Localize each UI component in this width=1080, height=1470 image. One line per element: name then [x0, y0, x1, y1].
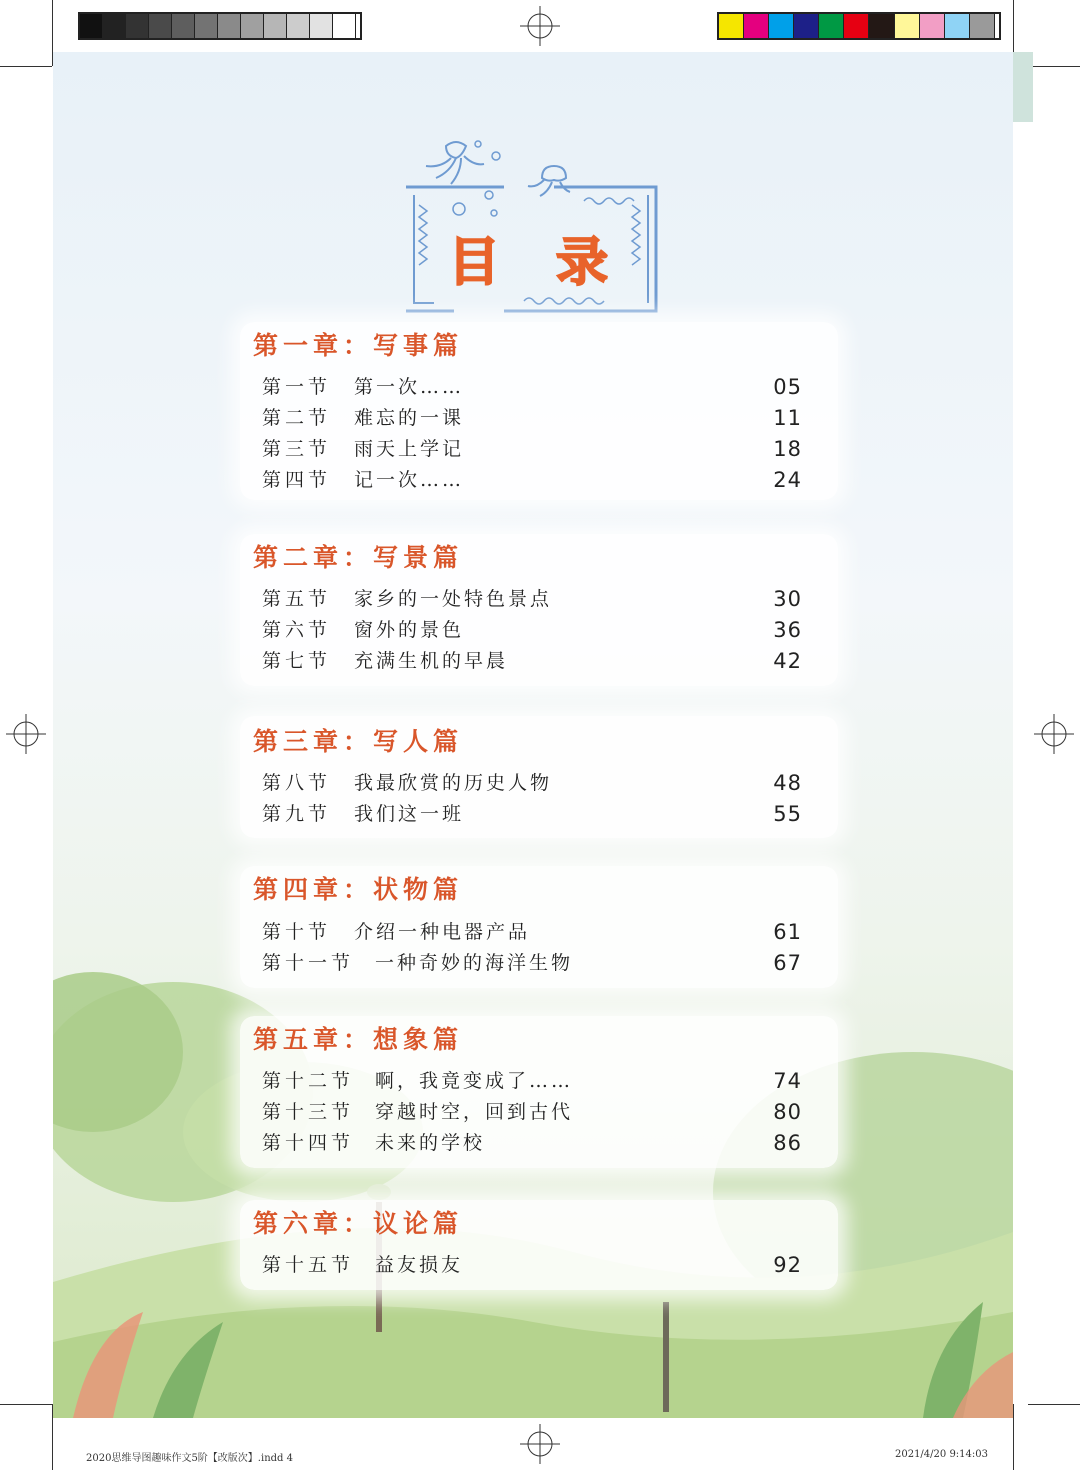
page-number: 55 [773, 802, 802, 826]
gray-swatch [126, 14, 149, 38]
chapter-title: 第四章：状物篇 [253, 875, 464, 904]
chapter-title: 第三章：写人篇 [253, 727, 464, 756]
chapter-title: 第五章：想象篇 [253, 1025, 464, 1054]
page-number: 48 [773, 771, 802, 795]
toc-row[interactable] [262, 646, 802, 676]
gray-swatch [172, 14, 195, 38]
color-swatch [744, 14, 769, 38]
slug-filename: 2020思维导图趣味作文5阶【改版次】.indd 4 [86, 1453, 293, 1464]
section-title: 介绍一种电器产品 [354, 921, 531, 943]
toc-row[interactable] [262, 799, 802, 829]
gray-swatch [310, 14, 333, 38]
section-title: 雨天上学记 [354, 438, 465, 460]
section-title: 益友损友 [375, 1254, 464, 1276]
bleed-edge [1013, 52, 1033, 122]
chapter-title: 第二章：写景篇 [253, 543, 464, 572]
squid-icon [416, 136, 506, 196]
page-number: 61 [773, 920, 802, 944]
section-number: 第八节 [262, 772, 332, 794]
gray-swatch [195, 14, 218, 38]
section-number: 第六节 [262, 619, 332, 641]
page-number: 86 [773, 1131, 802, 1155]
page-number: 05 [773, 375, 802, 399]
page-number: 74 [773, 1069, 802, 1093]
color-swatch [719, 14, 744, 38]
toc-row[interactable] [262, 1250, 802, 1280]
color-swatch [844, 14, 869, 38]
crop-mark [1013, 1404, 1014, 1470]
gray-swatch [103, 14, 126, 38]
page-number: 80 [773, 1100, 802, 1124]
color-swatch [819, 14, 844, 38]
toc-row[interactable] [262, 948, 802, 978]
gray-swatch [287, 14, 310, 38]
section-title: 啊，我竟变成了…… [375, 1070, 574, 1092]
gray-swatch [80, 14, 103, 38]
color-swatch [869, 14, 894, 38]
toc-row[interactable] [262, 1097, 802, 1127]
section-title: 窗外的景色 [354, 619, 465, 641]
color-swatch [895, 14, 920, 38]
page-number: 18 [773, 437, 802, 461]
section-number: 第十一节 [262, 952, 355, 974]
registration-mark-bottom [520, 1424, 560, 1464]
crop-mark [1028, 66, 1080, 67]
toc-row[interactable] [262, 1128, 802, 1158]
gray-swatch [149, 14, 172, 38]
toc-row[interactable] [262, 465, 802, 495]
toc-row[interactable] [262, 615, 802, 645]
section-title: 一种奇妙的海洋生物 [375, 952, 574, 974]
section-title: 家乡的一处特色景点 [354, 588, 553, 610]
toc-row[interactable] [262, 434, 802, 464]
toc-row[interactable] [262, 1066, 802, 1096]
crop-mark [1028, 1404, 1080, 1405]
slug-timestamp: 2021/4/20 9:14:03 [894, 1449, 988, 1460]
gray-swatch [333, 14, 356, 38]
toc-row[interactable] [262, 917, 802, 947]
section-number: 第一节 [262, 376, 332, 398]
toc-row[interactable] [262, 372, 802, 402]
section-number: 第九节 [262, 803, 332, 825]
registration-mark-right [1034, 714, 1074, 754]
section-number: 第五节 [262, 588, 332, 610]
page-number: 11 [773, 406, 802, 430]
color-swatch [920, 14, 945, 38]
chapter-title: 第一章：写事篇 [253, 331, 464, 360]
section-number: 第十四节 [262, 1132, 355, 1154]
section-title: 难忘的一课 [354, 407, 465, 429]
registration-mark-top [520, 6, 560, 46]
page-number: 42 [773, 649, 802, 673]
color-swatch [945, 14, 970, 38]
section-number: 第七节 [262, 650, 332, 672]
color-swatch [970, 14, 995, 38]
octopus-icon [524, 160, 584, 200]
page-number: 36 [773, 618, 802, 642]
title-char-lu: 录 [555, 232, 608, 293]
section-number: 第十三节 [262, 1101, 355, 1123]
section-title: 我最欣赏的历史人物 [354, 772, 553, 794]
section-title: 第一次…… [354, 376, 465, 398]
section-number: 第十五节 [262, 1254, 355, 1276]
page-title [448, 222, 608, 292]
page-number: 30 [773, 587, 802, 611]
toc-row[interactable] [262, 768, 802, 798]
cmyk-color-bar [717, 12, 1001, 40]
toc-row[interactable] [262, 584, 802, 614]
section-number: 第十二节 [262, 1070, 355, 1092]
gray-swatch [264, 14, 287, 38]
crop-mark [0, 1404, 52, 1405]
section-number: 第二节 [262, 407, 332, 429]
gray-swatch [218, 14, 241, 38]
section-title: 未来的学校 [375, 1132, 486, 1154]
page-number: 92 [773, 1253, 802, 1277]
toc-row[interactable] [262, 403, 802, 433]
title-char-mu: 目 [448, 232, 501, 293]
color-swatch [769, 14, 794, 38]
section-number: 第十节 [262, 921, 332, 943]
page-number: 67 [773, 951, 802, 975]
section-title: 充满生机的早晨 [354, 650, 509, 672]
registration-mark-left [6, 714, 46, 754]
section-title: 我们这一班 [354, 803, 465, 825]
page-number: 24 [773, 468, 802, 492]
section-title: 记一次…… [354, 469, 465, 491]
chapter-title: 第六章：议论篇 [253, 1209, 464, 1238]
crop-mark [0, 66, 52, 67]
grayscale-color-bar [78, 12, 362, 40]
section-number: 第四节 [262, 469, 332, 491]
gray-swatch [241, 14, 264, 38]
section-title: 穿越时空，回到古代 [375, 1101, 574, 1123]
section-number: 第三节 [262, 438, 332, 460]
color-swatch [794, 14, 819, 38]
